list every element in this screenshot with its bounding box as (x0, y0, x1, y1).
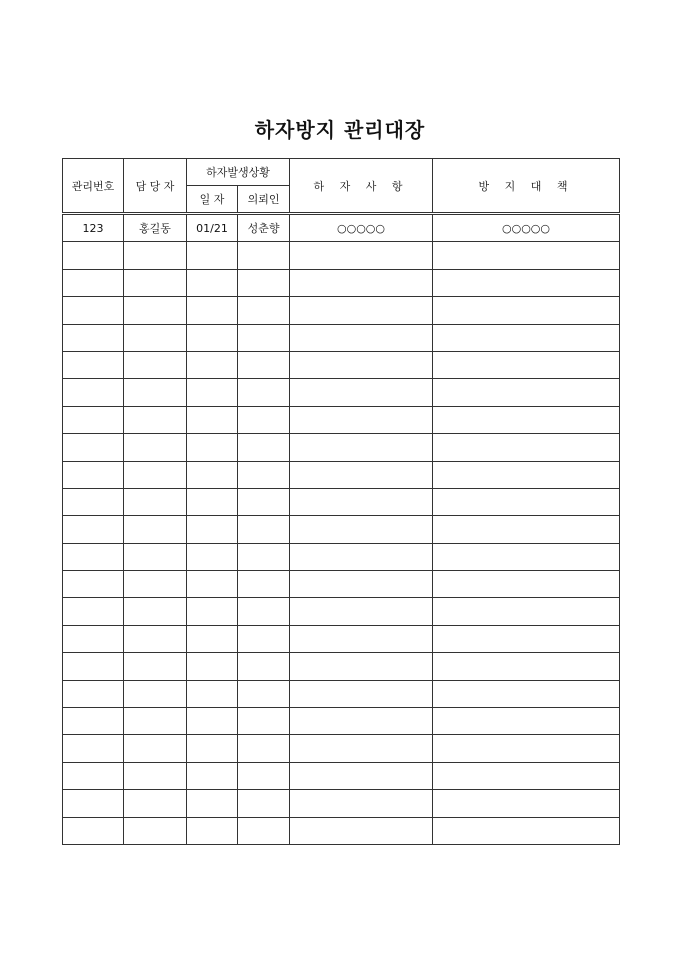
cell-mgmt-no (63, 735, 124, 762)
cell-defect (290, 817, 433, 844)
cell-date (187, 598, 238, 625)
cell-date (187, 488, 238, 515)
cell-defect (290, 324, 433, 351)
cell-manager (124, 790, 187, 817)
table-row (63, 406, 620, 433)
cell-defect (290, 653, 433, 680)
cell-manager (124, 269, 187, 296)
cell-requester (238, 598, 290, 625)
cell-requester (238, 297, 290, 324)
cell-manager (124, 625, 187, 652)
cell-manager (124, 653, 187, 680)
cell-manager (124, 351, 187, 378)
cell-prevention (433, 708, 620, 735)
cell-defect (290, 516, 433, 543)
table-row (63, 625, 620, 652)
cell-prevention (433, 543, 620, 570)
cell-mgmt-no (63, 653, 124, 680)
cell-prevention (433, 434, 620, 461)
cell-manager (124, 571, 187, 598)
cell-mgmt-no (63, 516, 124, 543)
cell-requester (238, 434, 290, 461)
cell-requester (238, 242, 290, 269)
cell-manager (124, 461, 187, 488)
header-manager: 담 당 자 (124, 159, 187, 214)
cell-date (187, 790, 238, 817)
cell-defect (290, 434, 433, 461)
cell-date (187, 324, 238, 351)
table-row (63, 214, 620, 242)
cell-prevention (433, 516, 620, 543)
header-date: 일 자 (187, 186, 238, 214)
cell-requester (238, 324, 290, 351)
cell-prevention (433, 461, 620, 488)
cell-date (187, 406, 238, 433)
cell-mgmt-no (63, 269, 124, 296)
cell-mgmt-no (63, 598, 124, 625)
cell-prevention (433, 324, 620, 351)
cell-requester (238, 571, 290, 598)
table-row (63, 488, 620, 515)
cell-prevention (433, 762, 620, 789)
cell-mgmt-no (63, 817, 124, 844)
cell-requester (238, 406, 290, 433)
table-row (63, 324, 620, 351)
cell-defect (290, 406, 433, 433)
table-row (63, 735, 620, 762)
cell-requester (238, 379, 290, 406)
cell-mgmt-no (63, 406, 124, 433)
cell-manager (124, 680, 187, 707)
cell-mgmt-no (63, 708, 124, 735)
cell-manager (124, 708, 187, 735)
cell-requester (238, 543, 290, 570)
cell-requester (238, 762, 290, 789)
cell-date (187, 434, 238, 461)
cell-prevention (433, 379, 620, 406)
cell-requester: 성춘향 (238, 214, 290, 242)
cell-requester (238, 817, 290, 844)
header-defect: 하 자 사 항 (290, 159, 433, 214)
table-row (63, 242, 620, 269)
cell-date (187, 625, 238, 652)
cell-mgmt-no (63, 324, 124, 351)
cell-mgmt-no (63, 434, 124, 461)
cell-mgmt-no: 123 (63, 214, 124, 242)
table-row (63, 790, 620, 817)
header-mgmt-no: 관리번호 (63, 159, 124, 214)
cell-manager (124, 762, 187, 789)
cell-requester (238, 680, 290, 707)
table-row (63, 817, 620, 844)
cell-mgmt-no (63, 488, 124, 515)
table-row (63, 653, 620, 680)
cell-manager (124, 406, 187, 433)
cell-defect (290, 708, 433, 735)
cell-date (187, 242, 238, 269)
cell-mgmt-no (63, 242, 124, 269)
cell-prevention (433, 351, 620, 378)
header-occurrence-group: 하자발생상황 (187, 159, 290, 186)
cell-prevention (433, 571, 620, 598)
cell-manager: 홍길동 (124, 214, 187, 242)
cell-requester (238, 488, 290, 515)
defect-ledger-table (62, 158, 620, 845)
cell-defect (290, 269, 433, 296)
cell-date (187, 269, 238, 296)
cell-manager (124, 242, 187, 269)
cell-requester (238, 269, 290, 296)
cell-defect (290, 571, 433, 598)
cell-requester (238, 516, 290, 543)
cell-prevention (433, 269, 620, 296)
table-row (63, 434, 620, 461)
cell-requester (238, 625, 290, 652)
cell-defect (290, 735, 433, 762)
cell-mgmt-no (63, 762, 124, 789)
cell-prevention (433, 625, 620, 652)
cell-prevention (433, 488, 620, 515)
cell-prevention (433, 653, 620, 680)
cell-manager (124, 297, 187, 324)
cell-requester (238, 790, 290, 817)
table-header (63, 159, 620, 214)
cell-prevention (433, 790, 620, 817)
cell-manager (124, 434, 187, 461)
table-row (63, 708, 620, 735)
cell-prevention: ○○○○○ (433, 214, 620, 242)
cell-defect (290, 351, 433, 378)
cell-defect: ○○○○○ (290, 214, 433, 242)
table-row (63, 762, 620, 789)
cell-date (187, 680, 238, 707)
cell-defect (290, 625, 433, 652)
cell-mgmt-no (63, 571, 124, 598)
cell-date (187, 516, 238, 543)
cell-date (187, 297, 238, 324)
cell-mgmt-no (63, 461, 124, 488)
cell-requester (238, 735, 290, 762)
cell-date (187, 571, 238, 598)
table-row (63, 269, 620, 296)
header-requester: 의뢰인 (238, 186, 290, 214)
cell-prevention (433, 598, 620, 625)
cell-defect (290, 680, 433, 707)
cell-date: 01/21 (187, 214, 238, 242)
cell-manager (124, 324, 187, 351)
table-row (63, 516, 620, 543)
cell-manager (124, 379, 187, 406)
cell-defect (290, 543, 433, 570)
header-prevention: 방 지 대 책 (433, 159, 620, 214)
cell-defect (290, 461, 433, 488)
table-body (63, 214, 620, 845)
table-row (63, 461, 620, 488)
cell-manager (124, 735, 187, 762)
cell-prevention (433, 406, 620, 433)
cell-mgmt-no (63, 625, 124, 652)
cell-manager (124, 817, 187, 844)
cell-requester (238, 461, 290, 488)
cell-defect (290, 379, 433, 406)
cell-date (187, 379, 238, 406)
cell-defect (290, 242, 433, 269)
table-row (63, 543, 620, 570)
cell-defect (290, 297, 433, 324)
cell-date (187, 735, 238, 762)
cell-manager (124, 543, 187, 570)
cell-manager (124, 516, 187, 543)
cell-prevention (433, 297, 620, 324)
cell-prevention (433, 680, 620, 707)
cell-date (187, 653, 238, 680)
cell-mgmt-no (63, 351, 124, 378)
page-title: 하자방지 관리대장 (254, 118, 426, 142)
cell-date (187, 762, 238, 789)
cell-manager (124, 598, 187, 625)
cell-prevention (433, 242, 620, 269)
cell-date (187, 817, 238, 844)
table-row (63, 379, 620, 406)
cell-mgmt-no (63, 379, 124, 406)
cell-requester (238, 351, 290, 378)
cell-requester (238, 708, 290, 735)
table-row (63, 571, 620, 598)
table-row (63, 680, 620, 707)
cell-date (187, 708, 238, 735)
cell-requester (238, 653, 290, 680)
cell-date (187, 351, 238, 378)
cell-defect (290, 790, 433, 817)
cell-mgmt-no (63, 543, 124, 570)
cell-prevention (433, 735, 620, 762)
cell-defect (290, 762, 433, 789)
cell-manager (124, 488, 187, 515)
cell-date (187, 543, 238, 570)
cell-defect (290, 598, 433, 625)
table-row (63, 598, 620, 625)
cell-mgmt-no (63, 680, 124, 707)
cell-mgmt-no (63, 297, 124, 324)
cell-prevention (433, 817, 620, 844)
table-row (63, 351, 620, 378)
cell-date (187, 461, 238, 488)
cell-defect (290, 488, 433, 515)
cell-mgmt-no (63, 790, 124, 817)
table-row (63, 297, 620, 324)
